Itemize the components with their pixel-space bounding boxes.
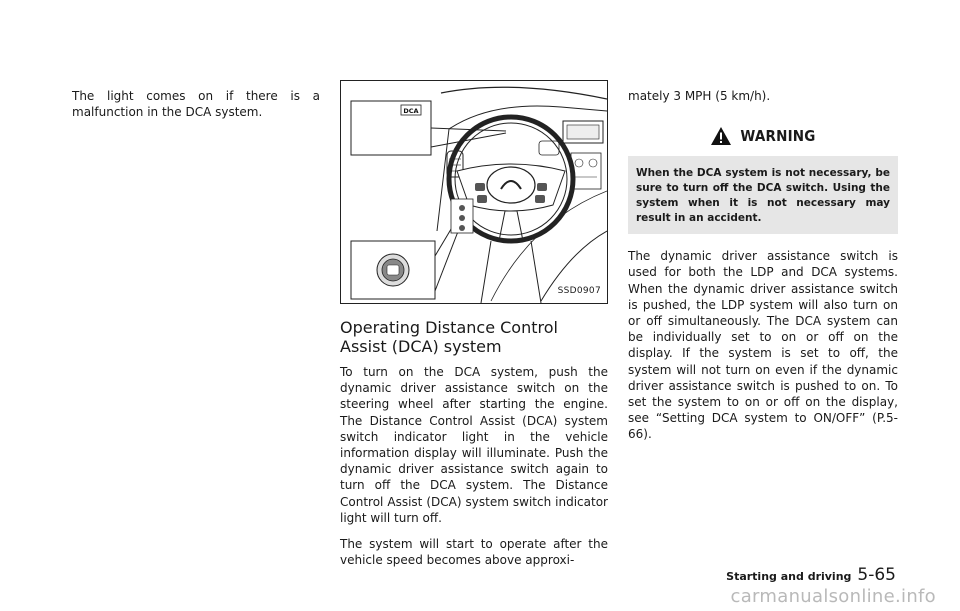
dashboard-figure [340, 80, 608, 304]
watermark: carmanualsonline.info [730, 586, 936, 607]
left-column [72, 88, 320, 130]
page-footer [726, 565, 896, 585]
malfunction-paragraph: The light comes on if there is a malfunction in the DCA system. [72, 89, 320, 120]
right-column [628, 88, 898, 453]
warning-text: When the DCA system is not necessary, be sure to turn off the DCA switch. Using the system when it is not necessary may result in an accident. [636, 167, 890, 225]
operation-paragraph: To turn on the DCA system, push the dynamic driver assistance switch on the steering wheel after starting the engine. The Distance Control Assist (DCA) system switch indicator light in the vehicle information display will illuminate. Push the dynamic driver assistance switch again to turn off the DCA system. The Distance Control Assist (DCA) system switch indicator light will turn off. [340, 365, 608, 525]
dca-indicator-label: DCA [403, 107, 419, 115]
warning-icon [710, 126, 732, 146]
page-number: 5-65 [857, 565, 896, 585]
middle-column [340, 80, 608, 578]
warning-title: WARNING [740, 127, 816, 146]
continuation-text: mately 3 MPH (5 km/h). [628, 89, 771, 103]
speed-paragraph: The system will start to operate after the vehicle speed becomes above approxi- [340, 537, 608, 568]
chapter-title: Starting and driving [726, 570, 852, 583]
section-heading: Operating Distance Control Assist (DCA) system [340, 318, 558, 356]
warning-box [628, 116, 898, 234]
switch-paragraph: The dynamic driver assistance switch is used for both the LDP and DCA systems. When the dynamic driver assistance switch is pushed, the LDP system will also turn on or off simultaneously. The DCA system can be individually set to on or off on the display. If the system is set to off, the system will not turn on even if the dynamic driver assistance switch is pushed to on. To set the system to on or off on the display, see “Setting DCA system to ON/OFF” (P.5-66). [628, 249, 898, 442]
steering-wheel-illustration [341, 81, 607, 303]
figure-id: SSD0907 [557, 285, 601, 296]
warning-header [628, 116, 898, 160]
